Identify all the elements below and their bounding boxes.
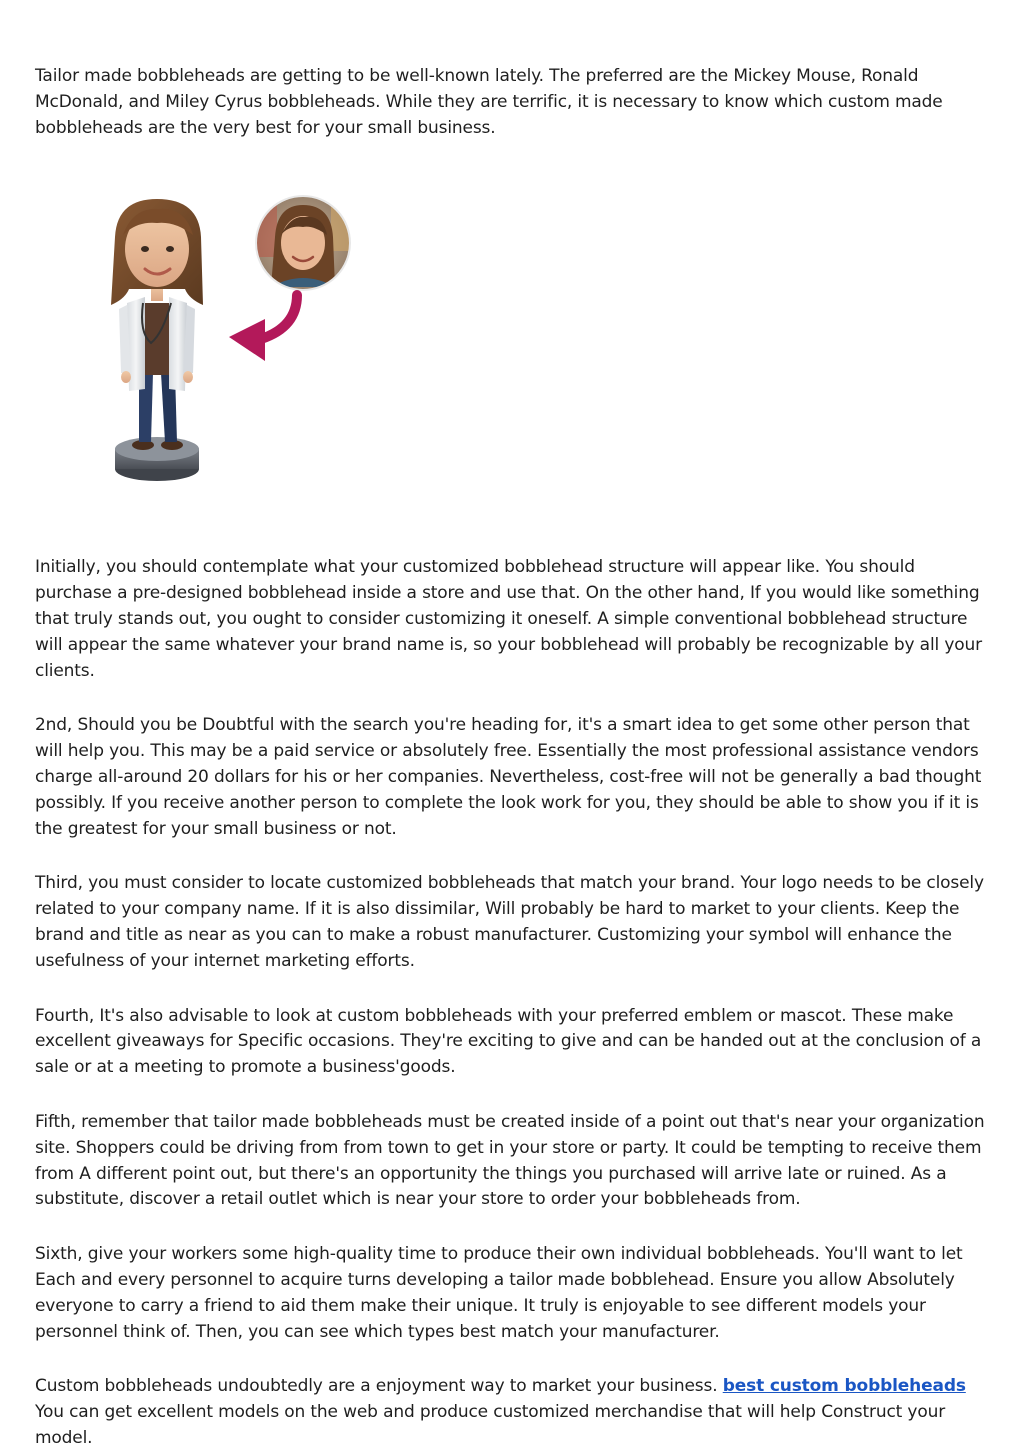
paragraph-5: Fifth, remember that tailor made bobbleheads must be created inside of a point out that's near your organization site. Shoppers could be driving from from town to get in your store or party. It could be tempting to receive them from A different point out, but there's an opportunity the things you purchased will arrive late or ruined. As a substitute, discover a retail outlet which is near your store to order your bobbleheads from. <box>35 1111 985 1210</box>
intro-paragraph: Tailor made bobbleheads are getting to be well-known lately. The preferred are the Mickey Mouse, Ronald McDonald, and Miley Cyrus bobbleheads. While they are terrific, it is necessary to know which custom made bobbleheads are the very best for your small business. <box>35 66 943 138</box>
closing-text-start: Custom bobbleheads undoubtedly are a enjoyment way to market your business. <box>35 1376 723 1397</box>
paragraph-3: Third, you must consider to locate customized bobbleheads that match your brand. Your logo needs to be closely related to your company name. If it is also dissimilar, Will probably be hard to market to your clients. Keep the brand and title as near as you can to make a robust manufacturer. Customizing your symbol will enhance the usefulness of your internet marketing efforts. <box>35 873 984 971</box>
paragraph-4: Fourth, It's also advisable to look at custom bobbleheads with your preferred emblem or mascot. These make excellent giveaways for Specific occasions. They're exciting to give and can be handed out at the conclusion of a sale or at a meeting to promote a business'goods. <box>35 1005 982 1078</box>
paragraph-6: Sixth, give your workers some high-quality time to produce their own individual bobbleheads. You'll want to let Each and every personnel to acquire turns developing a tailor made bobblehead. Ensure you allow Absolutely everyone to carry a friend to aid them make their unique. It truly is enjoyable to see different models your personnel think of. Then, you can see which types best match your manufacturer. <box>35 1244 963 1342</box>
product-image <box>35 177 375 519</box>
curved-arrow-icon <box>229 295 297 361</box>
bobblehead-illustration <box>35 177 375 519</box>
article <box>35 64 990 1452</box>
closing-text-end: You can get excellent models on the web and produce customized merchandise that will help Construct your model. <box>35 1402 946 1448</box>
closing-paragraph <box>35 1374 990 1451</box>
paragraph-1: Initially, you should contemplate what your customized bobblehead structure will appear like. You should purchase a pre-designed bobblehead inside a store and use that. On the other hand, If you would like something that truly stands out, you ought to consider customizing it oneself. A simple conventional bobblehead structure will appear the same whatever your brand name is, so your bobblehead will probably be recognizable by all your clients. <box>35 557 982 681</box>
paragraph-2: 2nd, Should you be Doubtful with the search you're heading for, it's a smart idea to get some other person that will help you. This may be a paid service or absolutely free. Essentially the most professional assistance vendors charge all-around 20 dollars for his or her companies. Nevertheless, cost-free will not be generally a bad thought possibly. If you receive another person to complete the look work for you, they should be able to show you if it is the greatest for your small business or not. <box>35 715 982 839</box>
best-custom-bobbleheads-link[interactable]: best custom bobbleheads <box>722 1376 966 1397</box>
